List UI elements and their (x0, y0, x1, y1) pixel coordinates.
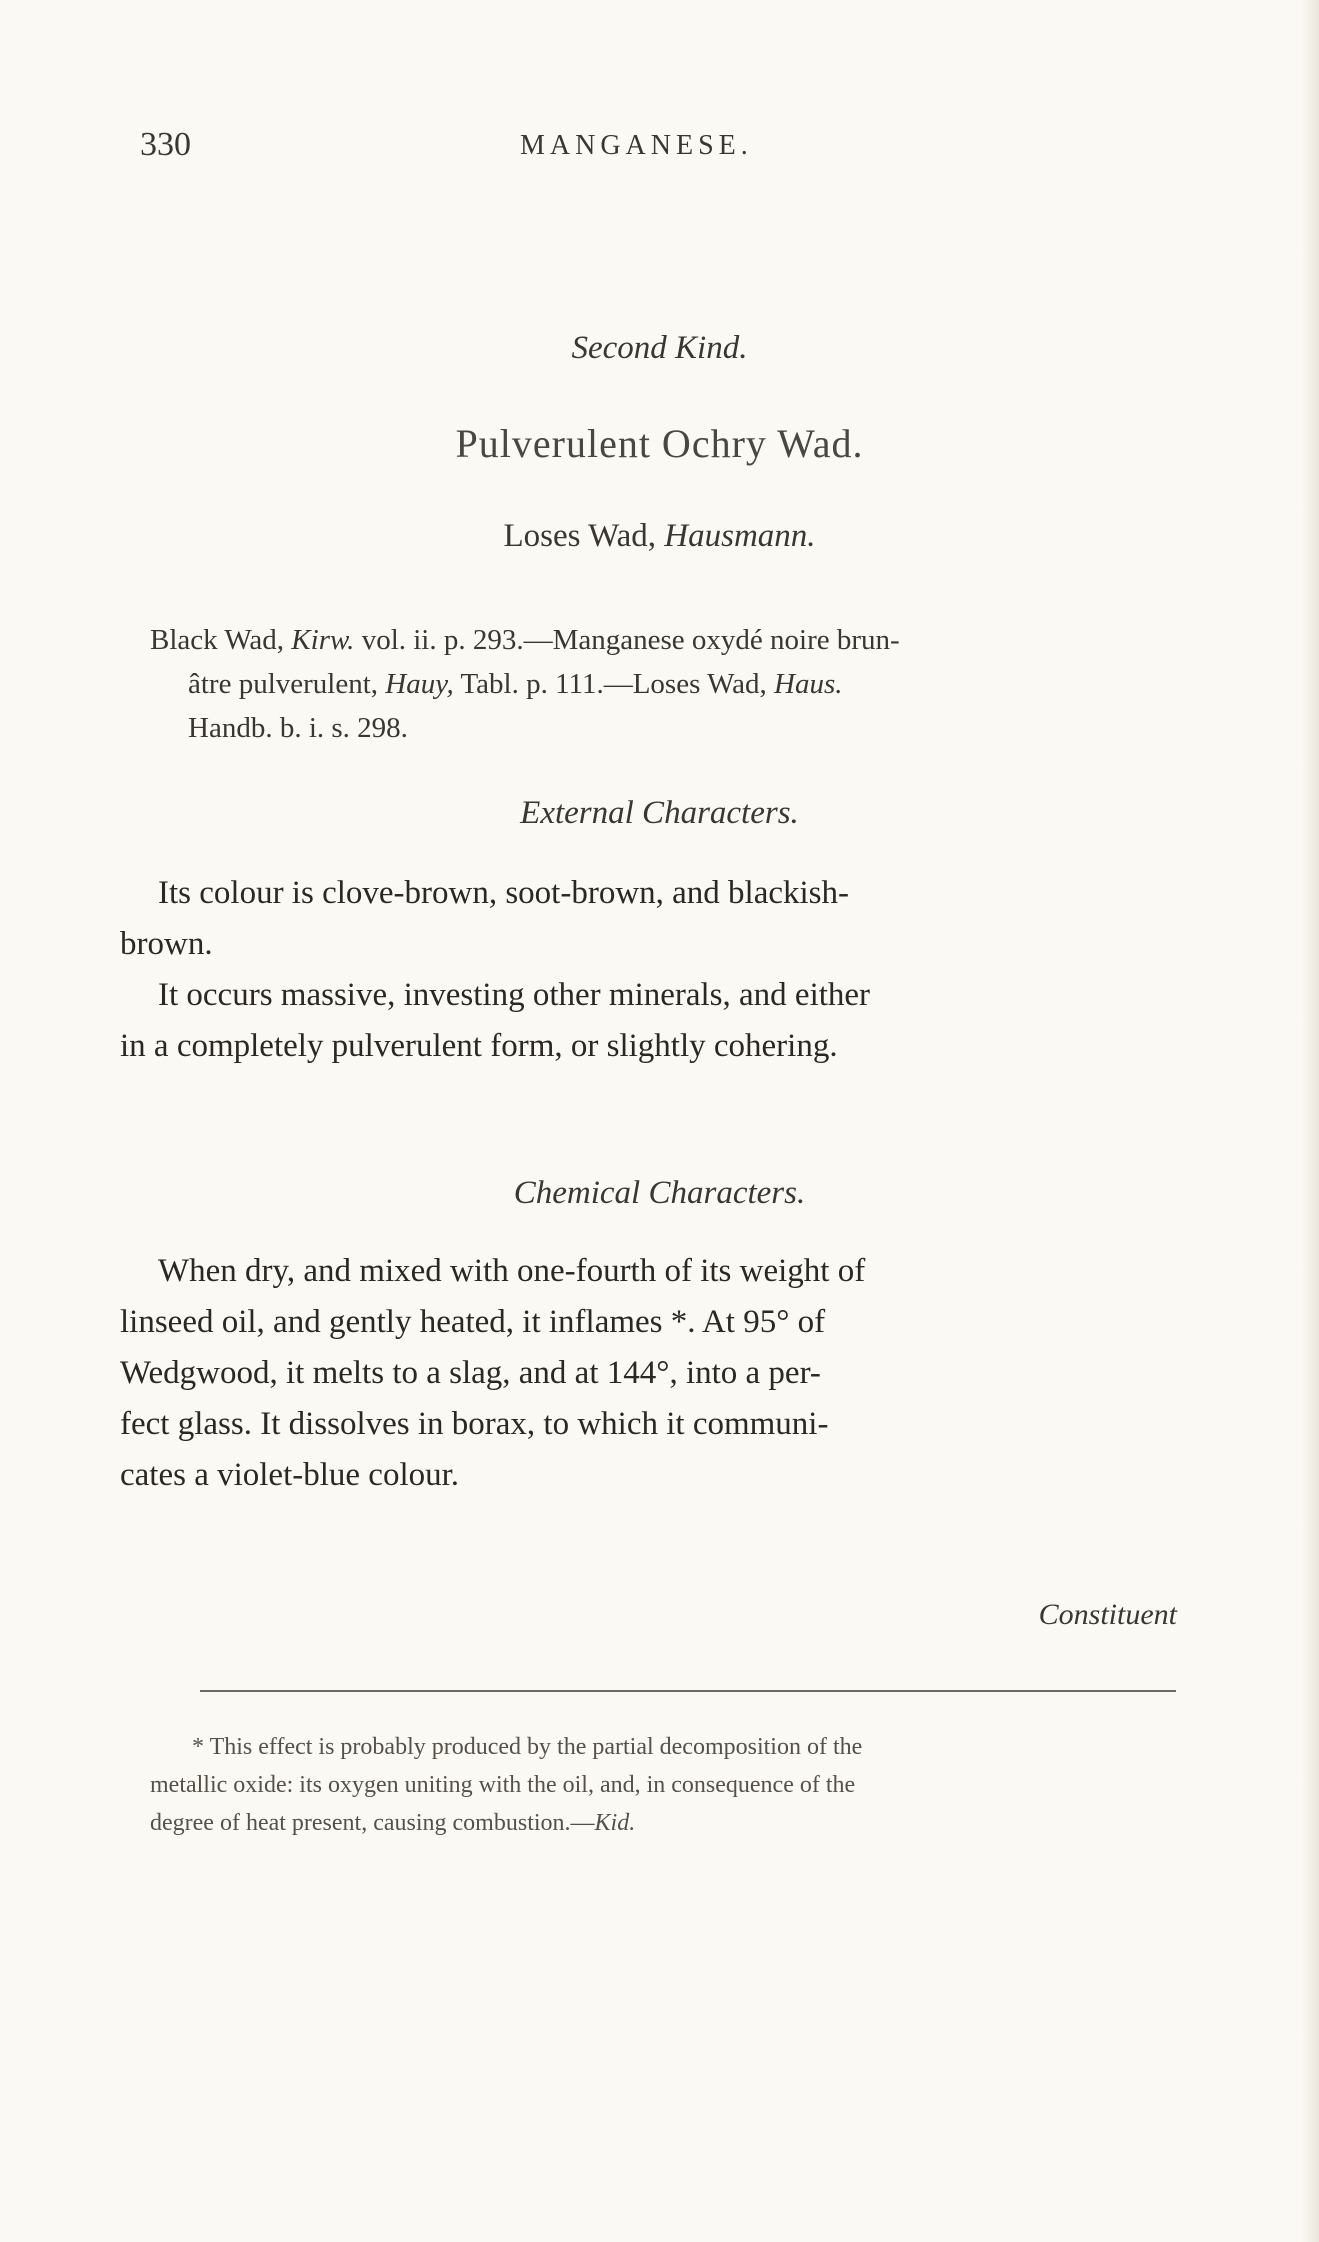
chemical-characters-heading: Chemical Characters. (513, 1175, 806, 1211)
running-head: MANGANESE. (520, 130, 753, 161)
synonym-text: Black Wad, (150, 624, 292, 656)
synonym-author: Kirw. (291, 624, 355, 656)
footnote-rule (200, 1690, 1176, 1692)
footnote (150, 1728, 1190, 1842)
footnote-text: degree of heat present, causing combustion.— (150, 1810, 595, 1836)
synonym-author: Hauy, (385, 668, 454, 700)
text-line: When dry, and mixed with one-fourth of its weight of (158, 1253, 866, 1289)
chemical-characters-text (120, 1246, 1180, 1501)
german-name-author: Hausmann. (664, 518, 816, 554)
synonymy-paragraph (150, 618, 1190, 750)
text-line: Wedgwood, it melts to a slag, and at 144°, into a per- (120, 1355, 821, 1391)
synonym-text: âtre pulverulent, (188, 668, 386, 700)
species-title: Pulverulent Ochry Wad. (455, 421, 864, 466)
external-characters-heading: External Characters. (520, 795, 799, 831)
footnote-line (150, 1804, 1190, 1842)
external-characters-text (120, 868, 1180, 1072)
kind-heading: Second Kind. (571, 330, 748, 366)
text-line: It occurs massive, investing other minerals, and either (158, 977, 871, 1013)
synonym-text: Tabl. p. 111.—Loses Wad, (453, 668, 774, 700)
page-number: 330 (140, 126, 191, 163)
german-name (0, 518, 1319, 555)
text-line: cates a violet-blue colour. (120, 1457, 460, 1493)
german-name-text: Loses Wad, (503, 518, 665, 554)
footnote-attribution: Kid. (594, 1810, 636, 1836)
text-line: brown. (120, 926, 213, 962)
footnote-line: * This effect is probably produced by the partial decomposition of the (192, 1734, 863, 1760)
synonymy-line (150, 618, 1190, 662)
footnote-line: metallic oxide: its oxygen uniting with the oil, and, in consequence of the (150, 1772, 856, 1798)
text-line: in a completely pulverulent form, or slightly cohering. (120, 1028, 838, 1064)
synonymy-line: Handb. b. i. s. 298. (188, 712, 408, 744)
synonym-author: Haus. (774, 668, 843, 700)
synonym-text: vol. ii. p. 293.—Manganese oxydé noire brun- (354, 624, 900, 656)
text-line: fect glass. It dissolves in borax, to which it communi- (120, 1406, 829, 1442)
text-line: Its colour is clove-brown, soot-brown, and blackish- (158, 875, 850, 911)
text-line: linseed oil, and gently heated, it inflames *. At 95° of (120, 1304, 826, 1340)
synonymy-line (150, 662, 1190, 706)
catchword: Constituent (1038, 1598, 1177, 1631)
